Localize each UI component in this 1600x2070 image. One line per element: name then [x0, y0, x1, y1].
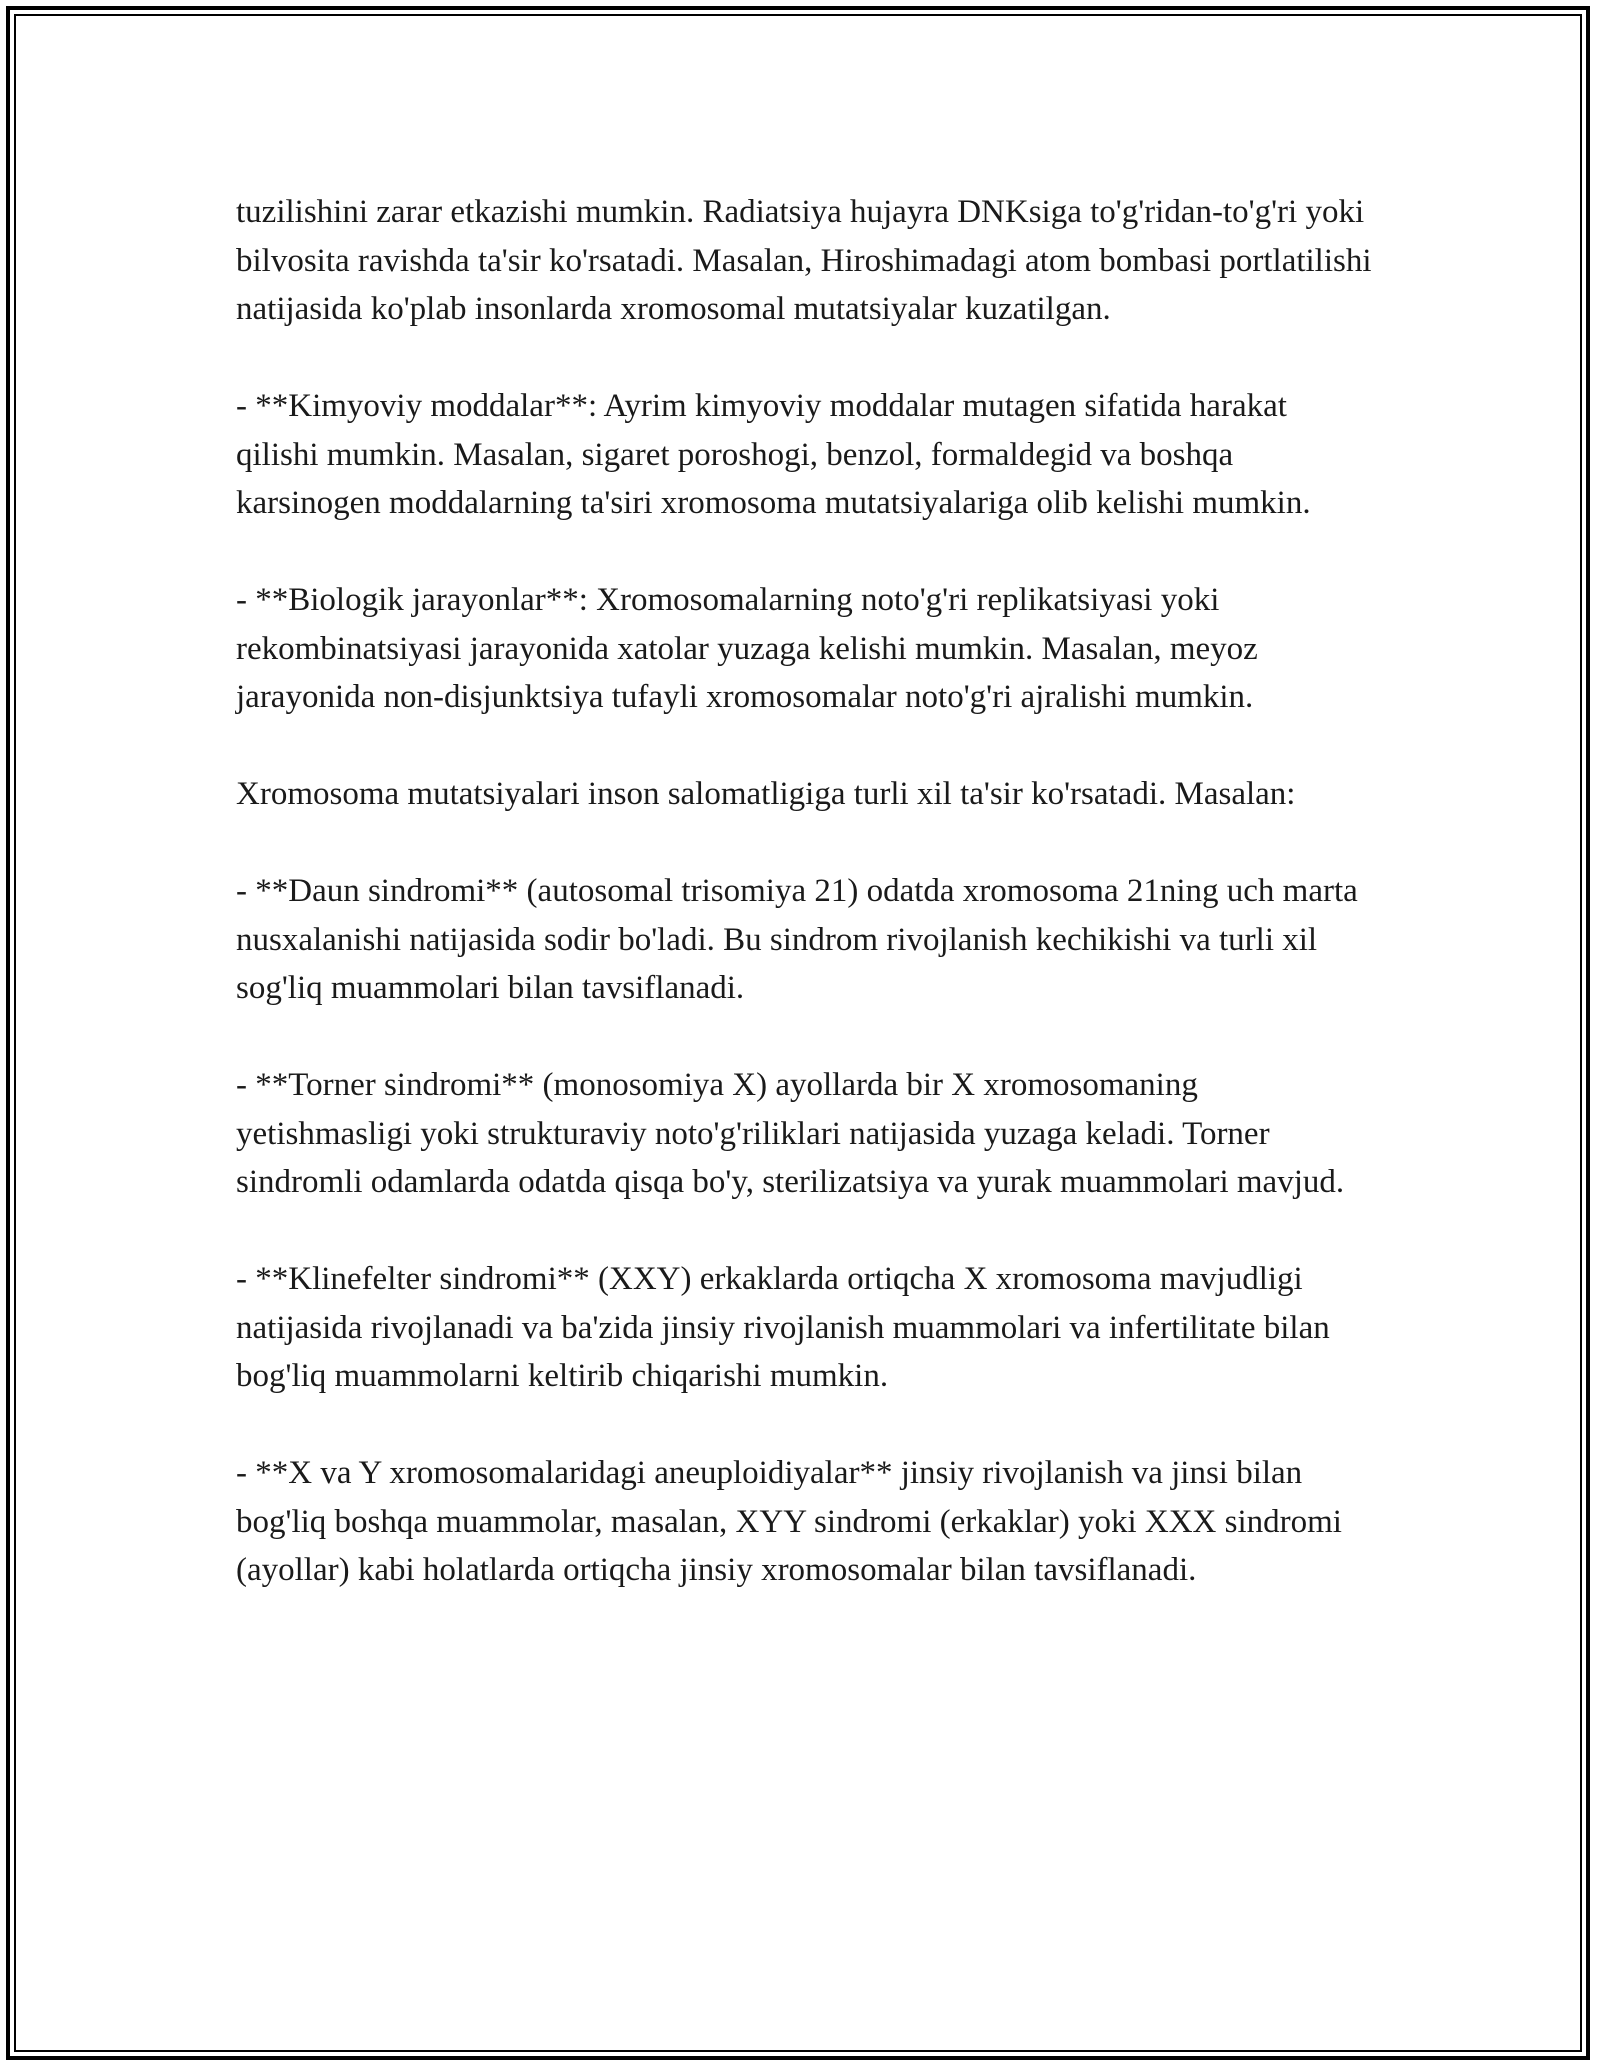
paragraph-down-syndrome: - **Daun sindromi** (autosomal trisomiya 21) odatda xromosoma 21ning uch marta nusxalanishi natijasida sodir bo'ladi. Bu sindrom rivojlanish kechikishi va turli xil sog'liq muammolari bilan tavsiflanadi.: [236, 873, 1358, 1006]
paragraph-radiation-continued: tuzilishini zarar etkazishi mumkin. Radiatsiya hujayra DNKsiga to'g'ridan-to'g'ri yoki bilvosita ravishda ta'sir ko'rsatadi. Masalan, Hiroshimadagi atom bombasi portlatilishi natijasida ko'plab insonlarda xromosomal mutatsiyalar kuzatilgan.: [236, 194, 1372, 327]
document-body: [236, 188, 1376, 1595]
paragraph-xy-aneuploidies: - **X va Y xromosomalaridagi aneuploidiyalar** jinsiy rivojlanish va jinsi bilan bog'liq boshqa muammolar, masalan, XYY sindromi (erkaklar) yoki XXX sindromi (ayollar) kabi holatlarda ortiqcha jinsiy xromosomalar bilan tavsiflanadi.: [236, 1455, 1342, 1588]
paragraph-turner-syndrome: - **Torner sindromi** (monosomiya X) ayollarda bir X xromosomaning yetishmasligi yoki strukturaviy noto'g'riliklari natijasida yuzaga keladi. Torner sindromli odamlarda odatda qisqa bo'y, sterilizatsiya va yurak muammolari mavjud.: [236, 1067, 1345, 1200]
paragraph-chemical-substances: - **Kimyoviy moddalar**: Ayrim kimyoviy moddalar mutagen sifatida harakat qilishi mumkin. Masalan, sigaret poroshogi, benzol, formaldegid va boshqa karsinogen moddalarning ta'siri xromosoma mutatsiyalariga olib kelishi mumkin.: [236, 388, 1311, 521]
paragraph-health-effects-intro: Xromosoma mutatsiyalari inson salomatligiga turli xil ta'sir ko'rsatadi. Masalan:: [236, 776, 1296, 812]
paragraph-klinefelter-syndrome: - **Klinefelter sindromi** (XXY) erkaklarda ortiqcha X xromosoma mavjudligi natijasida rivojlanadi va ba'zida jinsiy rivojlanish muammolari va infertilitate bilan bog'liq muammolarni keltirib chiqarishi mumkin.: [236, 1261, 1330, 1394]
paragraph-biological-processes: - **Biologik jarayonlar**: Xromosomalarning noto'g'ri replikatsiyasi yoki rekombinatsiyasi jarayonida xatolar yuzaga kelishi mumkin. Masalan, meyoz jarayonida non-disjunktsiya tufayli xromosomalar noto'g'ri ajralishi mumkin.: [236, 582, 1258, 715]
